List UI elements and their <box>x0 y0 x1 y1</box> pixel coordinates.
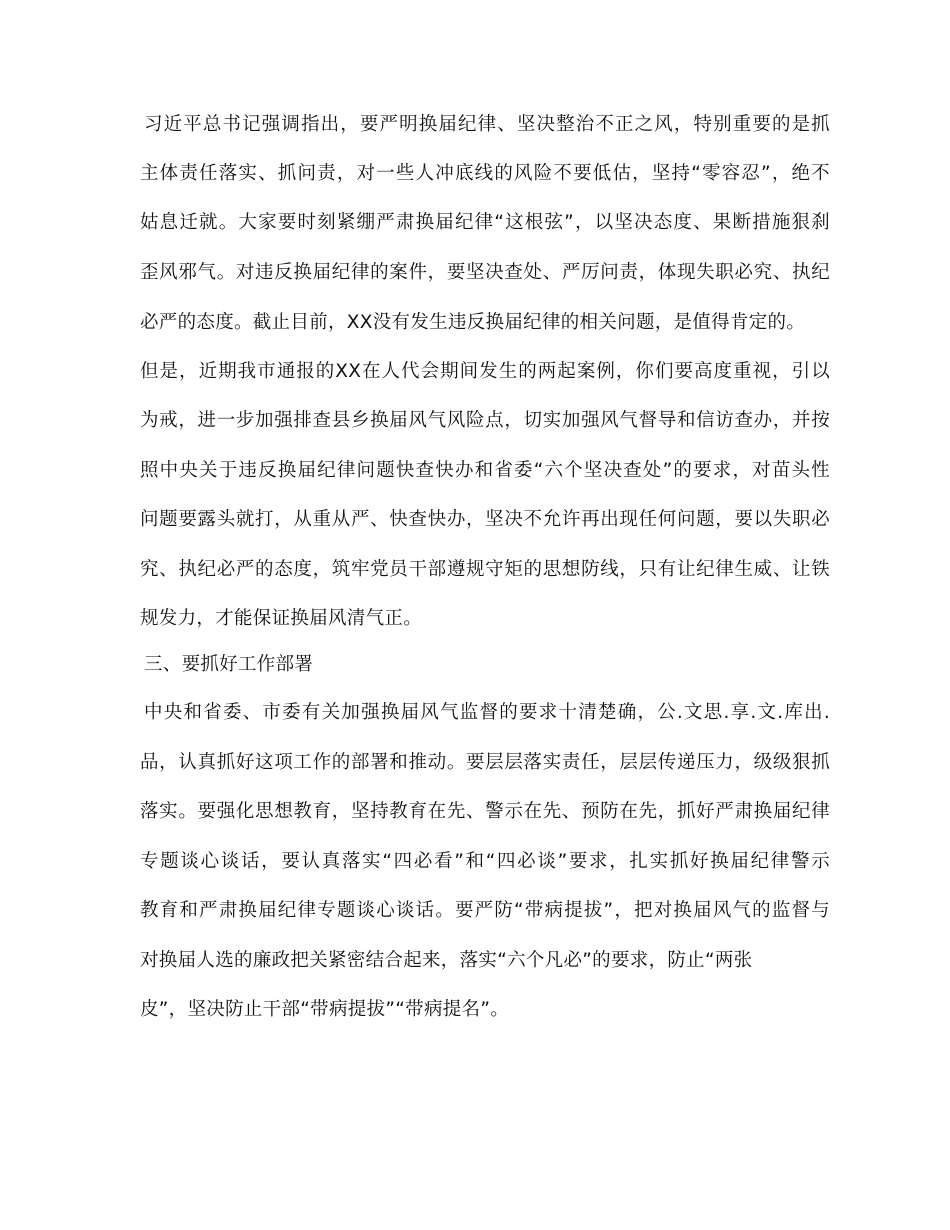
body-text-line: 必严的态度。截止目前，XX没有发生违反换届纪律的相关问题，是值得肯定的。 <box>140 312 806 333</box>
body-text-line: 歪风邪气。对违反换届纪律的案件，要坚决查处、严厉问责，体现失职必究、执纪 <box>140 262 830 283</box>
body-text-line: 对换届人选的廉政把关紧密结合起来，落实“六个凡必”的要求，防止“两张 <box>140 950 753 971</box>
body-text-line: 习近平总书记强调指出，要严明换届纪律、坚决整治不正之风，特别重要的是抓 <box>144 114 830 135</box>
body-text-line: 但是，近期我市通报的XX在人代会期间发生的两起案例，你们要高度重视，引以 <box>140 361 830 382</box>
body-text-line: 姑息迁就。大家要时刻紧绷严肃换届纪律“这根弦”，以坚决态度、果断措施狠刹 <box>140 212 830 233</box>
section-heading: 三、要抓好工作部署 <box>144 654 314 675</box>
body-text-line: 教育和严肃换届纪律专题谈心谈话。要严防“带病提拔”，把对换届风气的监督与 <box>140 900 830 921</box>
body-text-line: 皮”，坚决防止干部“带病提拔”“带病提名”。 <box>140 999 510 1020</box>
body-text-line: 为戒，进一步加强排查县乡换届风气风险点，切实加强风气督导和信访查办，并按 <box>140 410 830 431</box>
body-text-line: 中央和省委、市委有关加强换届风气监督的要求十清楚确，公.文思.享.文.库出. <box>144 702 830 723</box>
body-text-line: 主体责任落实、抓问责，对一些人冲底线的风险不要低估，坚持“零容忍”，绝不 <box>140 163 830 184</box>
body-text-line: 品，认真抓好这项工作的部署和推动。要层层落实责任，层层传递压力，级级狠抓 <box>140 752 830 773</box>
body-text-line: 专题谈心谈话，要认真落实“四必看”和“四必谈”要求，扎实抓好换届纪律警示 <box>140 851 830 872</box>
body-text-line: 规发力，才能保证换届风清气正。 <box>140 608 423 629</box>
body-text-line: 究、执纪必严的态度，筑牢党员干部遵规守矩的思想防线，只有让纪律生威、让铁 <box>140 559 830 580</box>
body-text-line: 落实。要强化思想教育，坚持教育在先、警示在先、预防在先，抓好严肃换届纪律 <box>140 801 830 822</box>
body-text-line: 照中央关于违反换届纪律问题快查快办和省委“六个坚决查处”的要求，对苗头性 <box>140 460 830 481</box>
body-text-line: 问题要露头就打，从重从严、快查快办，坚决不允许再出现任何问题，要以失职必 <box>140 509 830 530</box>
